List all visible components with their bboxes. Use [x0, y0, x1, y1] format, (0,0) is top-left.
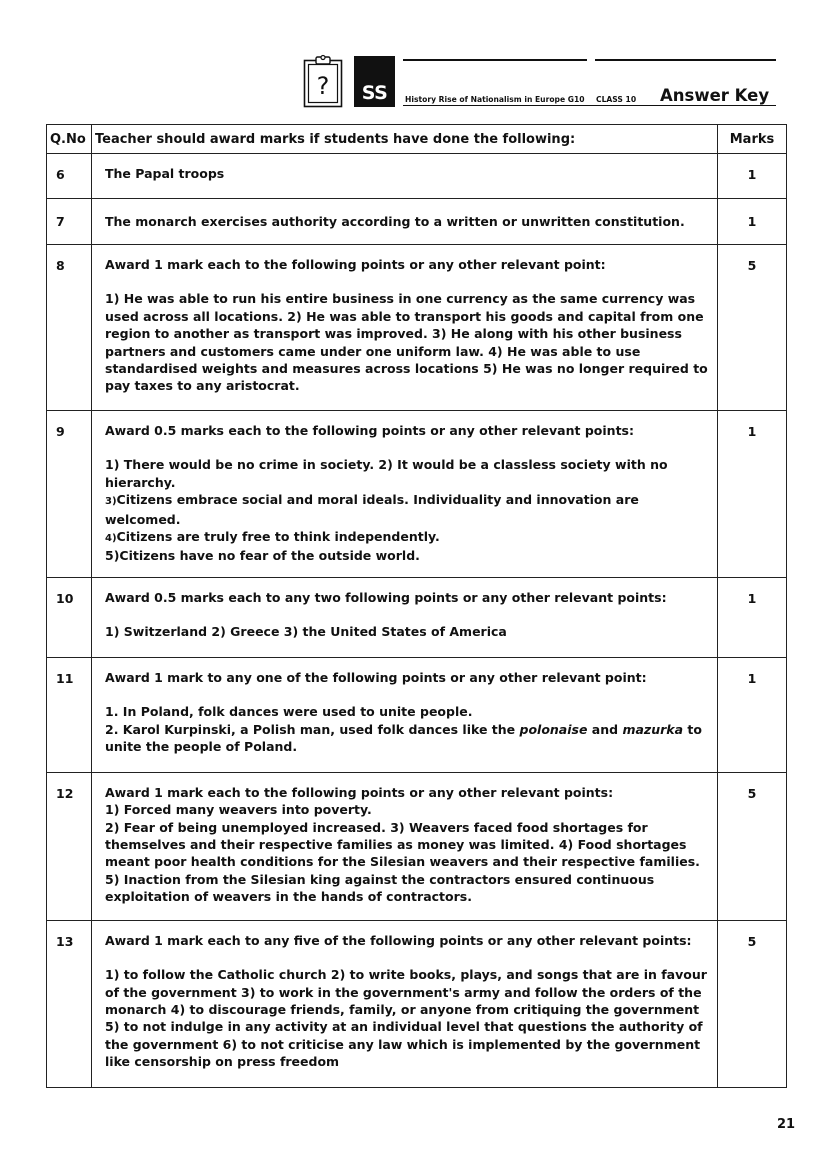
marks-value: 1 — [718, 577, 787, 657]
answer-text — [105, 721, 711, 756]
question-number: 9 — [47, 411, 92, 578]
answer-intro: Award 0.5 marks each to the following points or any other relevant points: — [105, 423, 634, 438]
marks-value: 5 — [718, 245, 787, 411]
answer-cell — [92, 154, 718, 199]
marks-value: 5 — [718, 920, 787, 1087]
answer-text — [105, 491, 711, 528]
answer-intro: Award 0.5 marks each to any two following points or any other relevant points: — [105, 589, 667, 605]
table-row — [47, 245, 787, 411]
column-header-marks: Marks — [718, 125, 787, 154]
table-row — [47, 411, 787, 578]
table-row — [47, 199, 787, 245]
answer-text: 2) Fear of being unemployed increased. 3) Weavers faced food shortages for themselves and their respective families as money was limited. 4) Food shortages meant poor health conditions for the Silesian weavers and their respective families. — [105, 819, 700, 870]
subject-title: History Rise of Nationalism in Europe G10 — [405, 95, 585, 104]
question-number: 10 — [47, 577, 92, 657]
question-number: 12 — [47, 772, 92, 920]
answer-text: 1. In Poland, folk dances were used to unite people. — [105, 704, 473, 720]
table-row — [47, 920, 787, 1087]
point-text: Citizens embrace social and moral ideals. Individuality and innovation are welcomed. — [105, 492, 639, 527]
question-number: 8 — [47, 245, 92, 411]
question-number: 11 — [47, 657, 92, 772]
subject-logo: SS — [354, 56, 395, 107]
marks-value: 5 — [718, 772, 787, 920]
answer-text: The Papal troops — [105, 166, 225, 181]
point-text: to unite the people of Poland. — [105, 721, 702, 755]
question-number: 13 — [47, 920, 92, 1087]
clipboard-question-icon — [303, 54, 343, 108]
answer-cell — [92, 657, 718, 772]
class-label: CLASS 10 — [596, 95, 637, 104]
answer-intro: Award 1 mark each to any five of the following points or any other relevant points: — [105, 932, 692, 948]
question-number: 6 — [47, 154, 92, 199]
answer-text: 1) Forced many weavers into poverty. — [105, 802, 372, 818]
point-text: 2. Karol Kurpinski, a Polish man, used folk dances like the — [105, 721, 520, 737]
answer-text: 5)Citizens have no fear of the outside world. — [105, 548, 420, 564]
answer-cell — [92, 411, 718, 578]
dance-name: mazurka — [622, 721, 683, 737]
marks-value: 1 — [718, 154, 787, 199]
question-number: 7 — [47, 199, 92, 245]
table-header-row — [47, 125, 787, 154]
table-row — [47, 657, 787, 772]
table-row — [47, 577, 787, 657]
marks-value: 1 — [718, 657, 787, 772]
point-number: 3) — [105, 496, 117, 508]
answer-text: 1) There would be no crime in society. 2) It would be a classless society with no hierarchy. — [105, 457, 668, 490]
page-number: 21 — [777, 1117, 796, 1132]
dance-name: polonaise — [519, 721, 588, 737]
answer-text: The monarch exercises authority according to a written or unwritten constitution. — [105, 214, 685, 229]
answer-intro: Award 1 mark each to the following points or any other relevant points: — [105, 784, 614, 800]
answer-intro: Award 1 mark to any one of the following points or any other relevant point: — [105, 669, 647, 685]
answer-cell — [92, 772, 718, 920]
page-title: Answer Key — [660, 86, 770, 105]
answer-cell — [92, 920, 718, 1087]
answer-intro: Award 1 mark each to the following points or any other relevant point: — [105, 257, 606, 272]
answer-cell — [92, 199, 718, 245]
table-row — [47, 772, 787, 920]
point-number: 4) — [105, 533, 117, 545]
answer-cell — [92, 577, 718, 657]
column-header-qno: Q.No — [47, 125, 92, 154]
point-text: Citizens are truly free to think independently. — [116, 529, 440, 545]
answer-text — [105, 528, 711, 547]
marks-value: 1 — [718, 199, 787, 245]
header-rule — [403, 59, 587, 61]
table-row — [47, 154, 787, 199]
marks-value: 1 — [718, 411, 787, 578]
header-rule — [403, 105, 776, 106]
answer-text: 1) Switzerland 2) Greece 3) the United States of America — [105, 624, 507, 640]
point-text: and — [587, 721, 623, 737]
answer-key-table — [46, 124, 787, 1088]
svg-text:?: ? — [316, 72, 330, 100]
answer-text: 5) Inaction from the Silesian king against the contractors ensured continuous exploitation of weavers in the hands of contractors. — [105, 871, 655, 905]
answer-text: 1) He was able to run his entire business in one currency as the same currency was used across all locations. 2) He was able to transport his goods and capital from one region to another as transport was improved. 3) He along with his other business partners and customers came under one uniform law. 4) He was able to use standardised weights and measures across locations 5) He was no longer required to pay taxes to any aristocrat. — [105, 291, 708, 394]
column-header-criteria: Teacher should award marks if students have done the following: — [92, 125, 718, 154]
answer-text: 1) to follow the Catholic church 2) to write books, plays, and songs that are in favour of the government 3) to work in the government's army and follow the orders of the monarch 4) to discourage friends, family, or anyone from critiquing the government 5) to not indulge in any activity at an individual level that questions the authority of the government 6) to not criticise any law which is implemented by the government like censorship on press freedom — [105, 967, 707, 1070]
answer-cell — [92, 245, 718, 411]
header-rule — [595, 59, 776, 61]
